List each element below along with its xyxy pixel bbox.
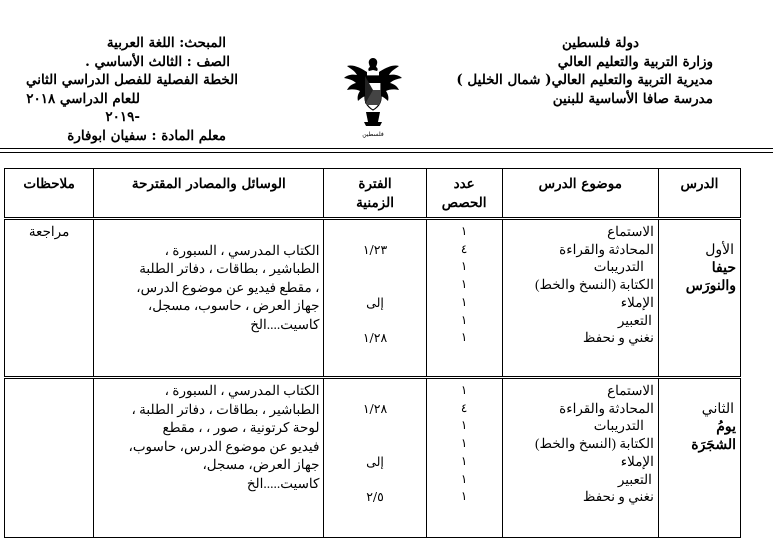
lesson-number: الأول <box>705 243 734 258</box>
emblem-caption: فلسطين <box>362 131 384 138</box>
count-cell: ١ ٤ ١ ١ ١ ١ ١ <box>426 219 502 378</box>
header-right-block <box>413 34 713 108</box>
header-count: عدد الحصص <box>426 169 502 219</box>
notes-cell: مراجعة <box>5 219 94 378</box>
header-subject: المبحث: اللغة العربية <box>106 35 226 51</box>
header-ministry: وزارة التربية والتعليم العالي <box>557 53 713 70</box>
media-cell: الكتاب المدرسي ، السبورة ، الطباشير ، بطاقات ، دفاتر الطلبة ، لوحة كرتونية ، صور ، ، مقطع فيديو عن موضوع الدرس، حاسوب، جهاز العرض، مسجل، كاسيت.....الخ <box>94 378 324 538</box>
header-teacher: معلم المادة : سفيان ابوفارة <box>67 127 226 144</box>
lesson-number: الثاني <box>701 402 734 417</box>
topic-cell: الاستماع المحادثة والقراءة التدريبات الكتابة (النسخ والخط) الإملاء التعبير نغني و نحفظ <box>502 378 658 538</box>
lesson-title: حيفا والنورَس <box>685 261 736 294</box>
header-directorate: مديرية التربية والتعليم العالي( شمال الخليل ) <box>456 72 713 88</box>
header-lesson: الدرس <box>658 169 740 219</box>
semester-plan-table <box>4 168 741 538</box>
header-left-block <box>6 34 238 145</box>
header-divider-bottom <box>0 152 773 153</box>
header-notes: ملاحظات <box>5 169 94 219</box>
header-grade: الصف : الثالث الأساسي . <box>85 53 230 70</box>
lesson-title: يومُ الشجَرَة <box>691 420 736 453</box>
header-school: مدرسة صافا الأساسية للبنين <box>552 90 713 107</box>
table-row <box>5 378 741 538</box>
notes-cell <box>5 378 94 538</box>
header-state: دولة فلسطين <box>562 35 639 51</box>
header-media: الوسائل والمصادر المقترحة <box>94 169 324 219</box>
header-period: الفترة الزمنية <box>324 169 426 219</box>
period-cell: ١/٢٨ إلى ٢/٥ <box>324 378 426 538</box>
palestine-eagle-emblem-icon <box>340 50 406 142</box>
lesson-cell <box>658 378 740 538</box>
topic-cell: الاستماع المحادثة والقراءة التدريبات الكتابة (النسخ والخط) الإملاء التعبير نغني و نحفظ <box>502 219 658 378</box>
header-plan-title: الخطة الفصلية للفصل الدراسي الثاني <box>25 72 238 88</box>
media-cell: الكتاب المدرسي ، السبورة ، الطباشير ، بطاقات ، دفاتر الطلبة ، مقطع فيديو عن موضوع الدرس، جهاز العرض ، حاسوب، مسجل، كاسيت....الخ <box>94 219 324 378</box>
table-row <box>5 219 741 378</box>
lesson-cell <box>658 219 740 378</box>
header-topic: موضوع الدرس <box>502 169 658 219</box>
count-cell: ١ ٤ ١ ١ ١ ١ ١ <box>426 378 502 538</box>
header-divider-top <box>0 148 773 149</box>
header-school-year: للعام الدراسي ٢٠١٨ -٢٠١٩ <box>26 90 140 125</box>
table-header-row <box>5 169 741 219</box>
period-cell: ١/٢٣ إلى ١/٢٨ <box>324 219 426 378</box>
